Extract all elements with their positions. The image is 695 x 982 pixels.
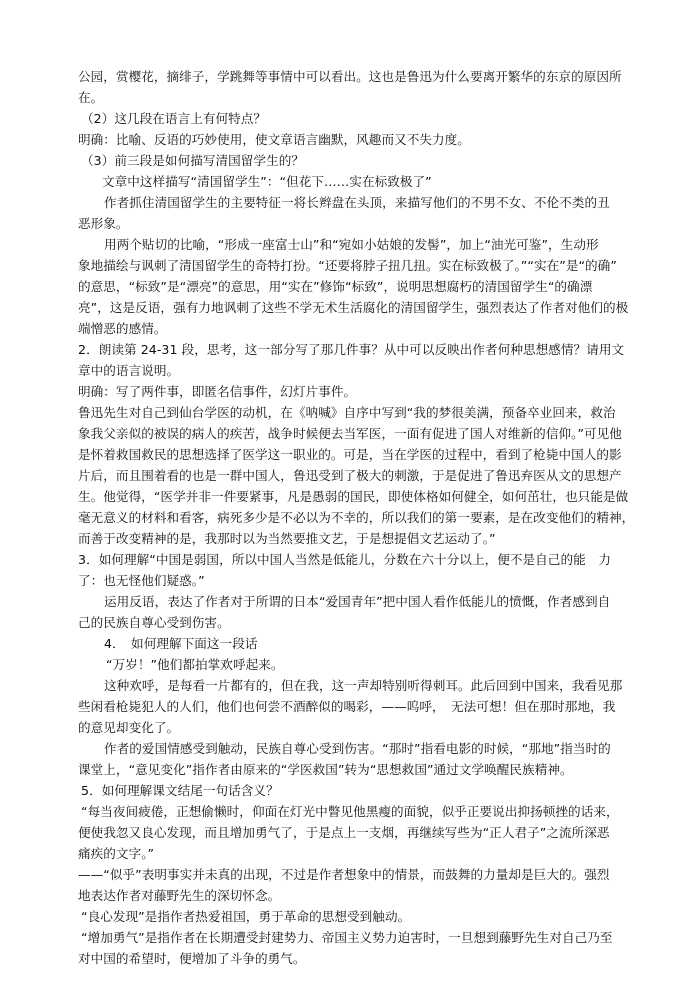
text-line: 亮”，这是反语，强有力地讽刺了这些不学无术生活腐化的清国留学生，强烈表达了作者对他们的极 xyxy=(78,300,629,315)
quote-line: 便使我忽又良心发现，而且增加勇气了，于是点上一支烟，再继续写些为“正人君子”之流所深恶 xyxy=(78,825,610,840)
text-line: “良心发现”是指作者热爱祖国，勇于革命的思想受到触动。 xyxy=(81,909,411,924)
text-line: 鲁迅先生对自己到仙台学医的动机，在《呐喊》自序中写到“我的梦很美满，预备卒业回来，救治 xyxy=(78,405,616,420)
quote-line: 的意见却变化了。 xyxy=(78,720,180,735)
text-line: 用两个贴切的比喻，“形成一座富士山”和“宛如小姑娘的发髻”，加上“油光可鉴”，生动形 xyxy=(104,237,599,252)
text-line: 象地描绘与讽刺了清国留学生的奇特打扮。“还要将脖子扭几扭。实在标致极了。”“实在”是“的确” xyxy=(78,258,617,273)
quote-line: “每当夜间疲倦，正想偷懒时，仰面在灯光中瞥见他黑瘦的面貌，似乎正要说出抑扬顿挫的话来， xyxy=(81,804,619,819)
text-line: 公园，赏樱花，摘绯子，学跳舞等事情中可以看出。这也是鲁迅为什么要离开繁华的东京的原因所 xyxy=(78,69,622,84)
question-heading: （2）这几段在语言上有何特点？ xyxy=(81,111,267,126)
text-line: 端憎恶的感情。 xyxy=(78,321,167,336)
question-heading: 5．如何理解课文结尾一句话含义？ xyxy=(81,783,279,798)
quote-line: 这种欢呼，是每看一片都有的，但在我，这一声却特别听得刺耳。此后回到中国来，我看见那 xyxy=(104,678,623,693)
quote-line: “万岁！”他们都拍掌欢呼起来。 xyxy=(106,657,284,672)
text-line: “增加勇气”是指作者在长期遭受封建势力、帝国主义势力迫害时，一旦想到藤野先生对自己乃至 xyxy=(81,930,613,945)
text-line: 文章中这样描写“清国留学生”：“但花下……实在标致极了” xyxy=(102,174,432,189)
question-heading: 2．朗读第 24-31 段，思考，这一部分写了那几件事？从中可以反映出作者何种思想感情？请用文 xyxy=(78,342,625,357)
text-line: 对中国的希望时，便增加了斗争的勇气。 xyxy=(78,951,306,966)
question-heading: 3．如何理解“中国是弱国，所以中国人当然是低能儿，分数在六十分以上，便不是自己的能 力 xyxy=(78,552,612,567)
text-line: 象我父亲似的被误的病人的疾苦，战争时候便去当军医，一面有促进了国人对维新的信仰。”可见他 xyxy=(78,426,622,441)
text-line: 在。 xyxy=(78,90,104,105)
text-line: 作者的爱国情感受到触动，民族自尊心受到伤害。“那时”指看电影的时候，“那地”指当时的 xyxy=(104,741,611,756)
quote-line: 痛疾的文字。” xyxy=(78,846,155,861)
text-line: 生。他觉得，“医学并非一件要紧事，凡是愚弱的国民，即使体格如何健全，如何茁壮，也只能是做 xyxy=(78,489,629,504)
text-line: 是怀着救国救民的思想选择了医学这一职业的。可是，当在学医的过程中，看到了枪毙中国人的影 xyxy=(78,447,622,462)
text-line: 片后，而且围着看的也是一群中国人，鲁迅受到了极大的刺激，于是促进了鲁迅弃医从文的思想产 xyxy=(78,468,622,483)
text-line: 作者抓住清国留学生的主要特征一将长辫盘在头顶，来描写他们的不男不女、不伦不类的丑 xyxy=(104,195,610,210)
text-line: 章中的语言说明。 xyxy=(78,363,180,378)
text-line: 明确：比喻、反语的巧妙使用，使文章语言幽默，风趣而又不失力度。 xyxy=(78,132,470,147)
text-line: 明确：写了两件事，即匿名信事件，幻灯片事件。 xyxy=(78,384,357,399)
text-line: 毫无意义的材料和看客，病死多少是不必以为不幸的，所以我们的第一要素，是在改变他们的精神， xyxy=(78,510,635,525)
text-line: 了：也无怪他们疑惑。” xyxy=(78,573,205,588)
quote-line: 些闲看枪毙犯人的人们，他们也何尝不酒醉似的喝彩，——呜呼， 无法可想！但在那时那地，我 xyxy=(78,699,616,714)
text-line: 运用反语，表达了作者对于所谓的日本“爱国青年”把中国人看作低能儿的愤慨，作者感到自 xyxy=(104,594,611,609)
text-line: 而善于改变精神的是，我那时以为当然要推文艺，于是想提倡文艺运动了。” xyxy=(78,531,496,546)
text-line: 己的民族自尊心受到伤害。 xyxy=(78,615,230,630)
text-line: ——“似乎”表明事实并未真的出现，不过是作者想象中的情景，而鼓舞的力量却是巨大的。强烈 xyxy=(78,867,610,882)
text-line: 的意思，“标致”是“漂亮”的意思，用“实在”修饰“标致”，说明思想腐朽的清国留学生“的确漂 xyxy=(78,279,593,294)
text-line: 恶形象。 xyxy=(78,216,129,231)
text-line: 地表达作者对藤野先生的深切怀念。 xyxy=(78,888,281,903)
question-heading: 4． 如何理解下面这一段话 xyxy=(104,636,258,651)
text-line: 课堂上，“意见变化”指作者由原来的“学医救国”转为“思想救国”通过文学唤醒民族精神。 xyxy=(78,762,573,777)
question-heading: （3）前三段是如何描写清国留学生的？ xyxy=(81,153,305,168)
